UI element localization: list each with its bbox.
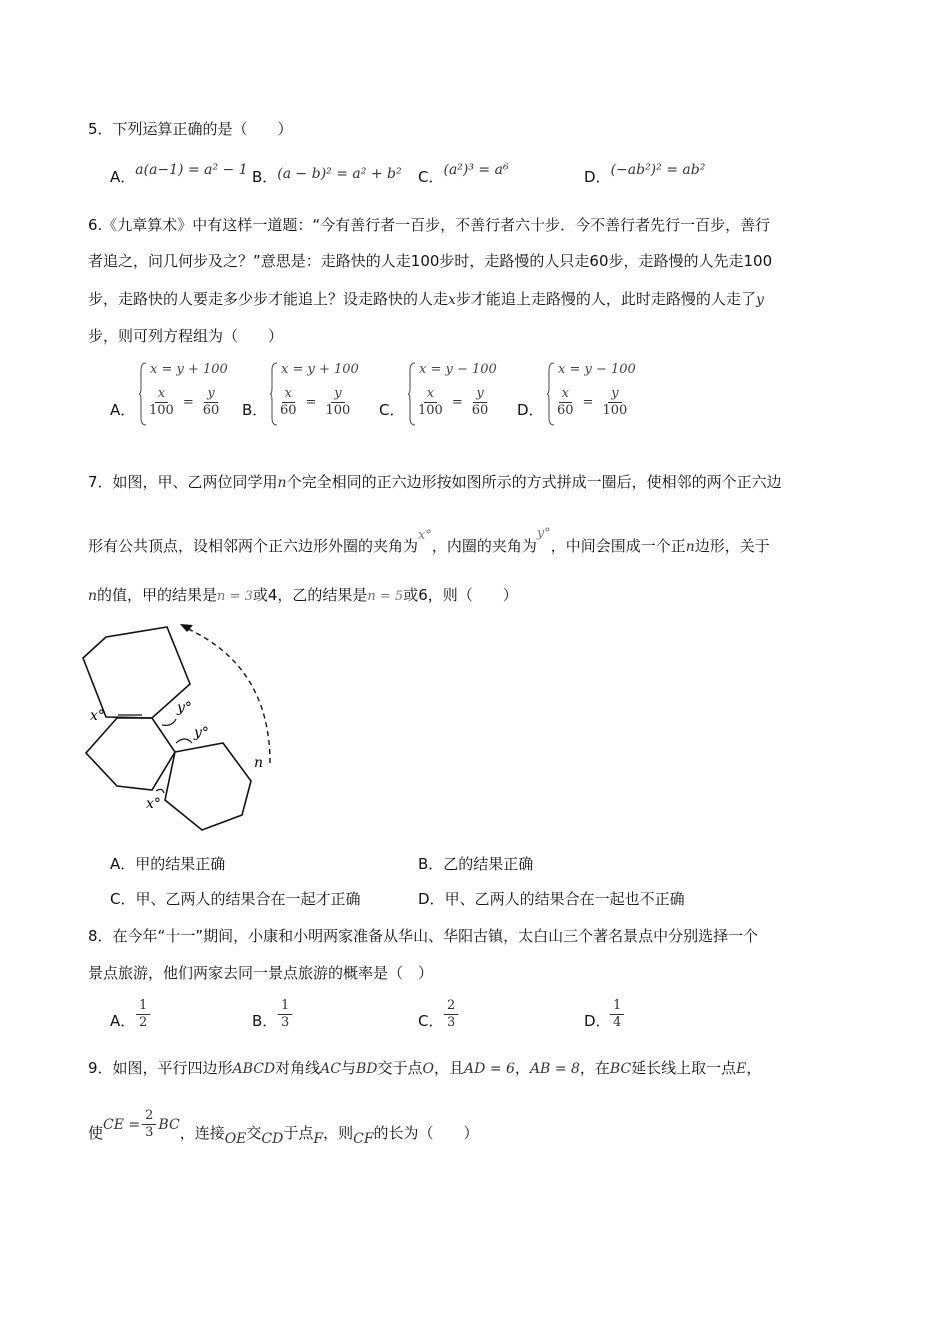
denominator: 100: [418, 403, 443, 418]
option-label: A．: [110, 1012, 136, 1030]
x-degree: x°: [418, 528, 432, 543]
option-text: 甲、乙两人的结果合在一起也不正确: [444, 890, 685, 908]
q7-option-c[interactable]: [110, 888, 361, 909]
q6-option-a-system: [138, 362, 248, 426]
var-y: y: [755, 292, 764, 308]
fraction: [200, 386, 223, 419]
q9-text: 对角线: [275, 1059, 321, 1077]
fraction: [469, 386, 492, 419]
q8-option-d[interactable]: [584, 1010, 611, 1031]
dashed-arrow: [184, 627, 270, 763]
denominator: 3: [145, 1125, 154, 1140]
q5-option-c[interactable]: [418, 162, 509, 187]
q8-option-a[interactable]: [110, 1010, 135, 1031]
n-equals-5: n = 5: [367, 589, 404, 604]
q6-option-c-label[interactable]: C．: [379, 401, 405, 419]
q9-text: ，则: [323, 1124, 354, 1142]
denominator: 100: [325, 403, 351, 418]
figure-x-label: x°: [90, 708, 105, 724]
q7-text: ，中间会围成一个正: [550, 537, 686, 555]
numerator: x: [559, 386, 572, 403]
option-label: D．: [584, 1012, 611, 1030]
q7-text: ，内圈的夹角为: [431, 537, 537, 555]
var-x: x: [448, 292, 456, 308]
option-label: C．: [418, 1012, 444, 1030]
option-expr: (−ab²)² = ab²: [610, 162, 706, 178]
q7-text: 边形，关于: [694, 537, 770, 555]
q5-stem: 5．下列运算正确的是（ ）: [88, 120, 293, 138]
q9-text: 交于点: [377, 1059, 423, 1077]
hexagon-right: [165, 743, 251, 830]
option-label: D．: [584, 168, 611, 186]
q9-text: ，连接: [179, 1124, 225, 1142]
option-label: C．: [418, 168, 444, 186]
fraction: [142, 1108, 156, 1141]
var-abcd: ABCD: [232, 1061, 276, 1077]
q7-option-b[interactable]: [418, 853, 533, 874]
q7-option-a[interactable]: [110, 853, 225, 874]
equation-2: $\frac{x}{60}$ = $\frac{y}{100}$: [277, 386, 353, 419]
option-label: B．: [252, 168, 278, 186]
option-label: D．: [418, 890, 445, 908]
option-text: 乙的结果正确: [443, 855, 534, 873]
fraction: [599, 386, 630, 419]
denominator: 4: [613, 1015, 622, 1030]
fraction: [554, 386, 577, 419]
numerator: 2: [444, 998, 458, 1015]
var-bc: BC: [609, 1061, 632, 1077]
q6-option-a-label[interactable]: A．: [110, 401, 136, 419]
var-n: n: [685, 539, 695, 555]
q9-text: ，且: [434, 1059, 465, 1077]
var-e: E: [736, 1061, 747, 1077]
q9-text: ，在: [579, 1059, 610, 1077]
var-cd: CD: [261, 1130, 284, 1147]
figure-y-label: y°: [194, 725, 209, 741]
q7-text: 或6，则（ ）: [403, 586, 518, 604]
q9-line2: [88, 1108, 479, 1147]
q6-option-b-label[interactable]: B．: [242, 401, 268, 419]
angle-arc-y-lower: [176, 739, 192, 743]
q9-text: 使: [88, 1124, 104, 1142]
fraction: [415, 386, 446, 419]
fraction: [322, 386, 353, 419]
numerator: 1: [136, 998, 150, 1015]
q8-option-b-fraction: [278, 998, 292, 1031]
q7-line1: [88, 471, 782, 492]
option-label: A．: [110, 855, 136, 873]
angle-arc-y-upper: [162, 719, 176, 725]
var-bc: BC: [158, 1116, 180, 1133]
var-cf: CF: [353, 1130, 374, 1147]
equation-2: $\frac{x}{60}$ = $\frac{y}{100}$: [554, 386, 630, 419]
numerator: y: [473, 386, 486, 403]
q6-line3: [88, 288, 764, 309]
q9-text: 9．如图，平行四边形: [88, 1059, 233, 1077]
option-expr: (a²)³ = a⁶: [443, 162, 509, 178]
q6-line1: 6.《九章算术》中有这样一道题：“今有善行者一百步，不善行者六十步．今不善行者先行一百步，善行: [88, 216, 771, 234]
q7-line3: [88, 584, 518, 605]
q6-line2: 者追之，问几何步及之？”意思是：走路快的人走100步时，走路慢的人只走60步，走路慢的人先走100: [88, 252, 773, 270]
y-degree: y°: [536, 526, 551, 541]
option-text: 甲的结果正确: [135, 855, 226, 873]
var-ac: AC: [320, 1061, 341, 1077]
ab-equals: AB = 8: [529, 1061, 580, 1077]
var-n: n: [88, 588, 98, 604]
q5-option-b[interactable]: [252, 166, 402, 187]
option-label: B．: [252, 1012, 278, 1030]
q7-text: 个完全相同的正六边形按如图所示的方式拼成一圈后，使相邻的两个正六边: [286, 473, 782, 491]
denominator: 3: [281, 1015, 290, 1030]
q9-text: 的长为（ ）: [373, 1124, 479, 1142]
var-oe: OE: [224, 1130, 247, 1147]
equation-1: x = y + 100: [150, 362, 228, 377]
denominator: 100: [149, 403, 174, 418]
fraction: [136, 998, 150, 1031]
var-bd: BD: [356, 1061, 378, 1077]
q9-line1: [88, 1057, 761, 1078]
equation-1: x = y − 100: [558, 362, 636, 377]
fraction: [146, 386, 177, 419]
q5-option-a[interactable]: [110, 162, 248, 187]
var-f: F: [313, 1130, 324, 1147]
equation-2: $\frac{x}{100}$ = $\frac{y}{60}$: [146, 386, 222, 419]
denominator: 60: [471, 403, 489, 418]
numerator: y: [608, 386, 621, 403]
option-label: A．: [110, 168, 136, 186]
option-expr: a(a−1) = a² − 1: [135, 162, 248, 178]
numerator: x: [282, 386, 295, 403]
fraction: [277, 386, 300, 419]
option-label: C．: [110, 890, 136, 908]
q9-text: 交: [246, 1124, 262, 1142]
var-o: O: [422, 1061, 435, 1077]
figure-n-label: n: [254, 755, 264, 771]
q8-option-c[interactable]: [418, 1010, 443, 1031]
q8-line2: 景点旅游，他们两家去同一景点旅游的概率是（ ）: [88, 964, 434, 982]
hexagon-left: [86, 718, 175, 790]
equation-1: x = y + 100: [281, 362, 359, 377]
angle-arc-x-lower: [156, 789, 164, 793]
q7-option-d[interactable]: [418, 888, 685, 909]
figure-y-label: y°: [177, 700, 192, 716]
ad-equals: AD = 6: [464, 1061, 515, 1077]
q8-option-c-fraction: [444, 998, 458, 1031]
denominator: 60: [557, 403, 574, 418]
option-text: 甲、乙两人的结果合在一起才正确: [135, 890, 361, 908]
equation-2: $\frac{x}{100}$ = $\frac{y}{60}$: [415, 386, 491, 419]
denominator: 2: [139, 1015, 148, 1030]
q8-option-a-fraction: [136, 998, 150, 1031]
q6-option-c-system: [407, 362, 517, 426]
q9-text: ，: [514, 1059, 530, 1077]
numerator: 2: [142, 1108, 156, 1125]
fraction: [278, 998, 292, 1031]
numerator: 1: [610, 998, 624, 1015]
q6-option-b-system: [269, 362, 379, 426]
denominator: 60: [280, 403, 297, 418]
q8-line1: 8．在今年“十一”期间，小康和小明两家准备从华山、华阳古镇，太白山三个著名景点中分别选择一个: [88, 927, 759, 945]
equation-1: x = y − 100: [419, 362, 497, 377]
q7-text: 7．如图，甲、乙两位同学用: [88, 473, 278, 491]
q8-option-d-fraction: [610, 998, 624, 1031]
q7-text: 或4，乙的结果是: [252, 586, 368, 604]
var-n: n: [277, 475, 287, 491]
q9-text: ，: [746, 1059, 762, 1077]
numerator: y: [331, 386, 344, 403]
q7-line2: [88, 526, 770, 556]
q7-text: 形有公共顶点，设相邻两个正六边形外圈的夹角为: [88, 537, 419, 555]
fraction: [444, 998, 458, 1031]
option-expr: (a − b)² = a² + b²: [277, 166, 402, 182]
numerator: y: [204, 386, 217, 403]
hexagon-figure: [80, 615, 290, 837]
q9-text: 延长线上取一点: [631, 1059, 737, 1077]
hexagon-top: [83, 627, 190, 718]
denominator: 100: [602, 403, 628, 418]
q9-text: 于点: [283, 1124, 314, 1142]
numerator: x: [155, 386, 168, 403]
q9-text: 与: [341, 1059, 357, 1077]
denominator: 60: [202, 403, 220, 418]
q6-option-d-label[interactable]: D．: [517, 401, 544, 419]
q6-line4: 步，则可列方程组为（ ）: [88, 327, 284, 345]
figure-x-label: x°: [146, 796, 161, 812]
q8-option-b[interactable]: [252, 1010, 277, 1031]
option-label: B．: [418, 855, 444, 873]
q6-option-d-system: [546, 362, 656, 426]
n-equals-3: n = 3: [217, 589, 253, 604]
q5-option-d[interactable]: [584, 162, 706, 187]
numerator: 1: [278, 998, 292, 1015]
q7-text: 的值，甲的结果是: [97, 586, 218, 604]
q6-line3-part: 步，走路快的人要走多少步才能追上？设走路快的人走: [88, 290, 449, 308]
q6-line3-part: 步才能追上走路慢的人，此时走路慢的人走了: [455, 290, 756, 308]
ce-equals: CE =: [103, 1116, 141, 1133]
numerator: x: [424, 386, 437, 403]
denominator: 3: [447, 1015, 456, 1030]
fraction: [610, 998, 624, 1031]
